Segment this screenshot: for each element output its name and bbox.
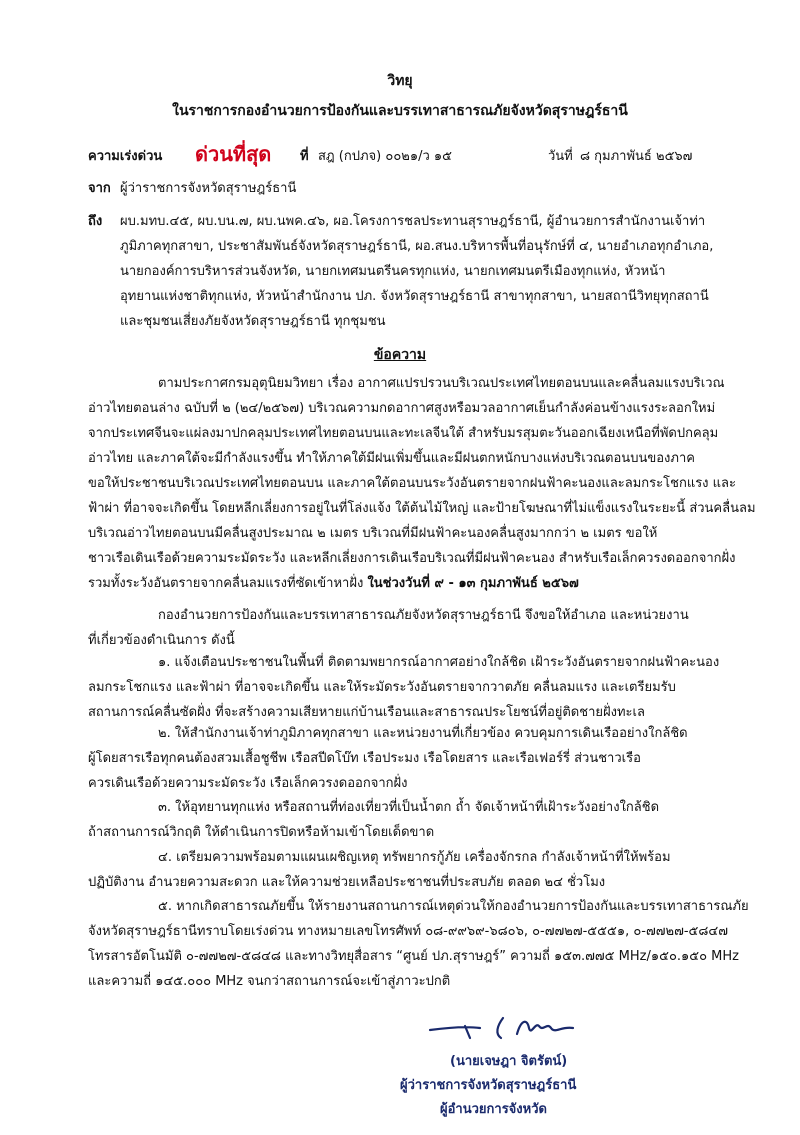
to-label: ถึง [88,214,103,229]
paragraph-line: อ่าวไทย และภาคใต้จะมีกำลังแรงขึ้น ทำให้ภาคใต้มีฝนเพิ่มขึ้นและมีฝนตกหนักบางแห่งบริเวณตอนบนของภาค [88,451,695,466]
doc-subtitle: ในราชการกองอำนวยการป้องกันและบรรเทาสาธารณภัยจังหวัดสุราษฎร์ธานี [172,103,628,119]
paragraph-line: อ่าวไทยตอนล่าง ฉบับที่ ๒ (๒๔/๒๕๖๗) บริเวณความกดอากาศสูงหรือมวลอากาศเย็นกำลังค่อนข้างแรงระลอกใหม่ [88,401,716,416]
paragraph-line: ที่เกี่ยวข้องดำเนินการ ดังนี้ [88,633,235,648]
signer-name: (นายเจษฎา จิตรัตน์) [450,1054,568,1069]
paragraph-line: กองอำนวยการป้องกันและบรรเทาสาธารณภัยจังหวัดสุราษฎร์ธานี จึงขอให้อำเภอ และหน่วยงาน [158,608,689,623]
paragraph-line: ถ้าสถานการณ์วิกฤติ ให้ดำเนินการปิดหรือห้ามเข้าโดยเด็ดขาด [88,825,435,840]
paragraph-line: ๕. หากเกิดสาธารณภัยขึ้น ให้รายงานสถานการณ์เหตุด่วนให้กองอำนวยการป้องกันและบรรเทาสาธารณภัย [158,899,749,914]
signer-role: ผู้อำนวยการจังหวัด [440,1102,547,1117]
paragraph-line: ๒. ให้สำนักงานเจ้าท่าภูมิภาคทุกสาขา และหน่วยงานที่เกี่ยวข้อง ควบคุมการเดินเรืออย่างใกล้ชิด [158,726,688,741]
from-label: จาก [88,181,111,196]
ref-value: สฎ (กปภจ) ๐๐๒๑/ว ๑๕ [318,149,452,164]
to-line: นายกองค์การบริหารส่วนจังหวัด, นายกเทศมนตรีนครทุกแห่ง, นายกเทศมนตรีเมืองทุกแห่ง, หัวหน้า [120,264,666,279]
paragraph-line: สถานการณ์คลื่นซัดฝั่ง ที่จะสร้างความเสียหายแก่บ้านเรือนและสาธารณประโยชน์ที่อยู่ติดชายฝั่งทะเล [88,705,645,720]
paragraph-line: จังหวัดสุราษฎร์ธานีทราบโดยเร่งด่วน ทางหมายเลขโทรศัพท์ ๐๘-๙๙๖๙-๖๘๐๖, ๐-๗๗๒๗-๕๕๕๑, ๐-๗๗๒๗-๕๘๔๗ [88,924,729,939]
to-line: และชุมชนเสี่ยงภัยจังหวัดสุราษฎร์ธานี ทุกชุมชน [120,314,386,329]
urgency-label: ความเร่งด่วน [88,149,163,164]
ref-label: ที่ [300,149,309,164]
paragraph-text: รวมทั้งระวังอันตรายจากคลื่นลมแรงที่ซัดเข้าหาฝั่ง [88,576,368,591]
doc-title: วิทยุ [387,73,413,89]
warning-period: ในช่วงวันที่ ๙ - ๑๓ กุมภาพันธ์ ๒๕๖๗ [367,576,579,591]
to-line: ภูมิภาคทุกสาขา, ประชาสัมพันธ์จังหวัดสุราษฎร์ธานี, ผอ.สนง.บริหารพื้นที่อนุรักษ์ที่ ๔, นายอำเภอทุกอำเภอ, [120,239,714,254]
paragraph-line: ฟ้าผ่า ที่อาจจะเกิดขึ้น โดยหลีกเลี่ยงการอยู่ในที่โล่งแจ้ง ใต้ต้นไม้ใหญ่ และป้ายโฆษณาที่ไม่แข็งแรงในระยะนี้ ส่วนคลื่นลม [88,501,756,516]
paragraph-line: จากประเทศจีนจะแผ่ลงมาปกคลุมประเทศไทยตอนบนและทะเลจีนใต้ สำหรับมรสุมตะวันออกเฉียงเหนือที่พัดปกคลุม [88,426,719,441]
to-line: อุทยานแห่งชาติทุกแห่ง, หัวหน้าสำนักงาน ปภ. จังหวัดสุราษฎร์ธานี สาขาทุกสาขา, นายสถานีวิทยุทุกสถานี [120,289,709,304]
paragraph-line: ตามประกาศกรมอุตุนิยมวิทยา เรื่อง อากาศแปรปรวนบริเวณประเทศไทยตอนบนและคลื่นลมแรงบริเวณ [158,376,725,391]
paragraph-line: ผู้โดยสารเรือทุกคนต้องสวมเสื้อชูชีพ เรือสปีดโบ๊ท เรือประมง เรือโดยสาร และเรือเฟอร์รี่ ส่วนชาวเรือ [88,751,641,766]
message-heading: ข้อความ [373,347,427,363]
from-value: ผู้ว่าราชการจังหวัดสุราษฎร์ธานี [120,181,297,196]
paragraph-line [88,572,579,593]
urgency-value: ด่วนที่สุด [195,142,272,166]
to-line: ผบ.มทบ.๔๕, ผบ.บน.๗, ผบ.นพค.๔๖, ผอ.โครงการชลประทานสุราษฎร์ธานี, ผู้อำนวยการสำนักงานเจ้าท่า [120,214,706,229]
paragraph-line: ๑. แจ้งเตือนประชาชนในพื้นที่ ติดตามพยากรณ์อากาศอย่างใกล้ชิด เฝ้าระวังอันตรายจากฝนฟ้าคะนอง [158,655,720,670]
paragraph-line: ลมกระโชกแรง และฟ้าผ่า ที่อาจจะเกิดขึ้น และให้ระมัดระวังอันตรายจากวาตภัย คลื่นลมแรง และเตรียมรับ [88,680,676,695]
paragraph-line: ๔. เตรียมความพร้อมตามแผนเผชิญเหตุ ทรัพยากรกู้ภัย เครื่องจักรกล กำลังเจ้าหน้าที่ให้พร้อม [158,850,671,865]
paragraph-line: และความถี่ ๑๔๕.๐๐๐ MHz จนกว่าสถานการณ์จะเข้าสู่ภาวะปกติ [88,974,451,989]
paragraph-line: ขอให้ประชาชนบริเวณประเทศไทยตอนบน และภาคใต้ตอนบนระวังอันตรายจากฝนฟ้าคะนองและลมกระโชกแรง และ [88,476,736,491]
paragraph-line: ๓. ให้อุทยานทุกแห่ง หรือสถานที่ท่องเที่ยวที่เป็นน้ำตก ถ้ำ จัดเจ้าหน้าที่เฝ้าระวังอย่างใกล้ชิด [158,800,660,815]
signer-title: ผู้ว่าราชการจังหวัดสุราษฎร์ธานี [400,1078,577,1093]
paragraph-line: ชาวเรือเดินเรือด้วยความระมัดระวัง และหลีกเลี่ยงการเดินเรือบริเวณที่มีฝนฟ้าคะนอง สำหรับเรือเล็กควรงดออกจากฝั่ง [88,551,736,566]
paragraph-line: ควรเดินเรือด้วยความระมัดระวัง เรือเล็กควรงดออกจากฝั่ง [88,776,408,791]
paragraph-line: บริเวณอ่าวไทยตอนบนมีคลื่นสูงประมาณ ๒ เมตร บริเวณที่มีฝนฟ้าคะนองคลื่นสูงมากกว่า ๒ เมตร ขอให้ [88,526,658,541]
paragraph-line: โทรสารอัตโนมัติ ๐-๗๗๒๗-๕๘๔๘ และทางวิทยุสื่อสาร “ศูนย์ ปภ.สุราษฎร์” ความถี่ ๑๕๓.๗๗๕ MHz/๑๕๐.๑๕๐ MHz [88,949,739,964]
handwritten-signature [425,1008,585,1048]
date-value: ๘ กุมภาพันธ์ ๒๕๖๗ [580,149,693,164]
date-label: วันที่ [548,149,573,164]
paragraph-line: ปฏิบัติงาน อำนวยความสะดวก และให้ความช่วยเหลือประชาชนที่ประสบภัย ตลอด ๒๔ ชั่วโมง [88,875,606,890]
